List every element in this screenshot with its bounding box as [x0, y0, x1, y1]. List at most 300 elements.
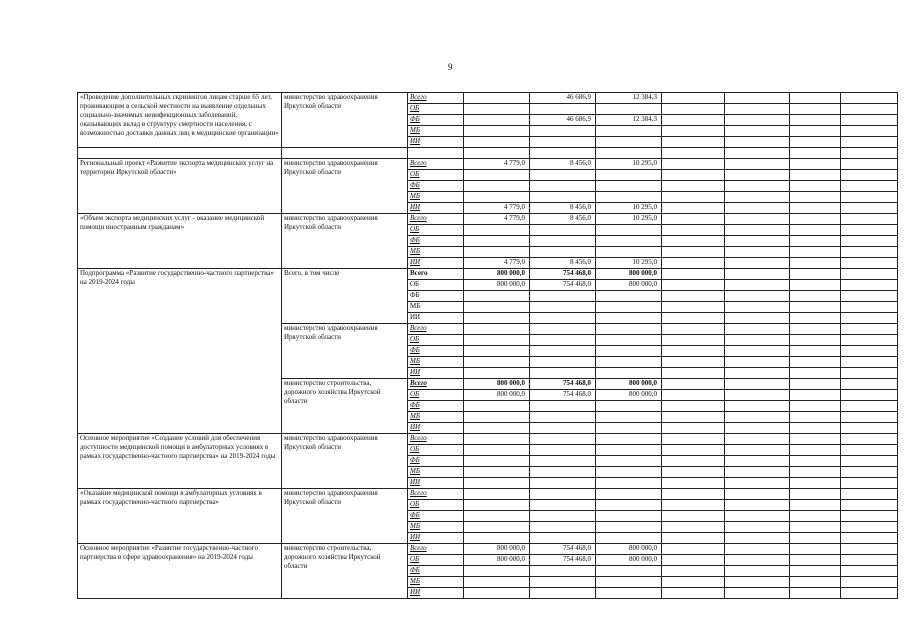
- amount-cell: 800 000,0: [596, 269, 662, 280]
- amount-cell: [596, 335, 662, 346]
- empty-cell: [841, 126, 898, 137]
- empty-cell: [725, 93, 790, 104]
- executor-cell: министерство здравоохранения Иркутской области: [282, 489, 408, 544]
- amount-cell: [596, 434, 662, 445]
- amount-cell: [530, 401, 596, 412]
- amount-cell: 10 295,0: [596, 258, 662, 269]
- empty-cell: [725, 533, 790, 544]
- executor-cell: министерство строительства, дорожного хозяйства Иркутской области: [282, 544, 408, 599]
- empty-cell: [790, 302, 841, 313]
- budget-table: [77, 92, 898, 599]
- empty-cell: [662, 456, 725, 467]
- empty-cell: [464, 148, 530, 159]
- empty-cell: [841, 137, 898, 148]
- funding-source-cell: ОБ: [408, 390, 464, 401]
- empty-cell: [841, 269, 898, 280]
- amount-cell: [530, 368, 596, 379]
- funding-source-cell: ФБ: [408, 236, 464, 247]
- empty-cell: [841, 401, 898, 412]
- amount-cell: [530, 181, 596, 192]
- amount-cell: [596, 368, 662, 379]
- empty-cell: [790, 313, 841, 324]
- activity-name-cell: «Проведение дополнительных скринингов лицам старше 65 лет, проживающим в сельской местности на выявление отдельных социально-значимых неинфекционных заболеваний, оказывающих вклад в структуру смертности населения, с возможностью доставки данных лиц в медицинские организации»: [78, 93, 282, 148]
- funding-source-cell: МБ: [408, 126, 464, 137]
- funding-source-cell: ФБ: [408, 115, 464, 126]
- empty-cell: [662, 126, 725, 137]
- empty-cell: [841, 357, 898, 368]
- activity-name-cell: «Объем экспорта медицинских услуг - оказание медицинской помощи иностранным гражданам»: [78, 214, 282, 269]
- empty-cell: [841, 555, 898, 566]
- empty-cell: [662, 203, 725, 214]
- amount-cell: 46 686,9: [530, 115, 596, 126]
- amount-cell: [596, 456, 662, 467]
- empty-cell: [790, 192, 841, 203]
- empty-cell: [662, 445, 725, 456]
- empty-cell: [662, 500, 725, 511]
- amount-cell: [464, 478, 530, 489]
- empty-cell: [841, 192, 898, 203]
- amount-cell: 800 000,0: [596, 544, 662, 555]
- spacer-row: [78, 148, 898, 159]
- funding-source-cell: Всего: [408, 544, 464, 555]
- amount-cell: 8 456,0: [530, 214, 596, 225]
- empty-cell: [662, 291, 725, 302]
- empty-cell: [725, 280, 790, 291]
- empty-cell: [662, 346, 725, 357]
- empty-cell: [790, 456, 841, 467]
- amount-cell: 754 468,0: [530, 379, 596, 390]
- funding-source-cell: МБ: [408, 467, 464, 478]
- amount-cell: [596, 181, 662, 192]
- amount-cell: 46 686,9: [530, 93, 596, 104]
- empty-cell: [662, 258, 725, 269]
- funding-source-cell: ОБ: [408, 225, 464, 236]
- empty-cell: [790, 258, 841, 269]
- empty-cell: [662, 214, 725, 225]
- amount-cell: [596, 324, 662, 335]
- empty-cell: [725, 544, 790, 555]
- amount-cell: [464, 93, 530, 104]
- funding-source-cell: МБ: [408, 522, 464, 533]
- funding-source-cell: МБ: [408, 357, 464, 368]
- table-row: [78, 214, 898, 225]
- empty-cell: [725, 126, 790, 137]
- executor-cell: министерство здравоохранения Иркутской области: [282, 324, 408, 379]
- funding-source-cell: МБ: [408, 577, 464, 588]
- amount-cell: 800 000,0: [464, 555, 530, 566]
- amount-cell: 800 000,0: [464, 390, 530, 401]
- empty-cell: [790, 566, 841, 577]
- executor-cell: министерство здравоохранения Иркутской области: [282, 434, 408, 489]
- amount-cell: [464, 434, 530, 445]
- empty-cell: [662, 379, 725, 390]
- amount-cell: 800 000,0: [464, 379, 530, 390]
- empty-cell: [725, 423, 790, 434]
- empty-cell: [662, 434, 725, 445]
- amount-cell: [464, 566, 530, 577]
- amount-cell: [596, 577, 662, 588]
- empty-cell: [841, 225, 898, 236]
- amount-cell: [530, 533, 596, 544]
- empty-cell: [790, 423, 841, 434]
- empty-cell: [662, 313, 725, 324]
- empty-cell: [841, 445, 898, 456]
- funding-source-cell: Всего: [408, 379, 464, 390]
- amount-cell: [530, 434, 596, 445]
- amount-cell: 754 468,0: [530, 555, 596, 566]
- empty-cell: [725, 181, 790, 192]
- amount-cell: [530, 500, 596, 511]
- empty-cell: [841, 588, 898, 599]
- empty-cell: [725, 357, 790, 368]
- amount-cell: [464, 412, 530, 423]
- empty-cell: [790, 291, 841, 302]
- funding-source-cell: ИИ: [408, 423, 464, 434]
- empty-cell: [790, 269, 841, 280]
- empty-cell: [790, 203, 841, 214]
- empty-cell: [78, 148, 282, 159]
- amount-cell: [596, 401, 662, 412]
- amount-cell: [596, 478, 662, 489]
- empty-cell: [662, 577, 725, 588]
- empty-cell: [790, 247, 841, 258]
- empty-cell: [841, 522, 898, 533]
- funding-source-cell: ФБ: [408, 346, 464, 357]
- amount-cell: [530, 104, 596, 115]
- empty-cell: [790, 555, 841, 566]
- empty-cell: [662, 357, 725, 368]
- amount-cell: [464, 368, 530, 379]
- funding-source-cell: Всего: [408, 489, 464, 500]
- empty-cell: [662, 467, 725, 478]
- empty-cell: [790, 280, 841, 291]
- funding-source-cell: ИИ: [408, 313, 464, 324]
- amount-cell: [464, 313, 530, 324]
- empty-cell: [725, 434, 790, 445]
- funding-source-cell: ФБ: [408, 181, 464, 192]
- amount-cell: [596, 489, 662, 500]
- empty-cell: [790, 544, 841, 555]
- amount-cell: [596, 170, 662, 181]
- executor-cell: министерство здравоохранения Иркутской области: [282, 159, 408, 214]
- amount-cell: [530, 247, 596, 258]
- amount-cell: 10 295,0: [596, 203, 662, 214]
- amount-cell: [530, 357, 596, 368]
- page-number: 9: [448, 62, 453, 72]
- empty-cell: [841, 159, 898, 170]
- empty-cell: [725, 236, 790, 247]
- funding-source-cell: ФБ: [408, 401, 464, 412]
- empty-cell: [662, 159, 725, 170]
- empty-cell: [841, 423, 898, 434]
- empty-cell: [662, 104, 725, 115]
- empty-cell: [841, 335, 898, 346]
- empty-cell: [282, 148, 408, 159]
- empty-cell: [841, 511, 898, 522]
- empty-cell: [841, 500, 898, 511]
- amount-cell: 12 384,3: [596, 115, 662, 126]
- amount-cell: [530, 456, 596, 467]
- empty-cell: [841, 236, 898, 247]
- amount-cell: [464, 357, 530, 368]
- amount-cell: [464, 137, 530, 148]
- amount-cell: [530, 313, 596, 324]
- empty-cell: [790, 390, 841, 401]
- empty-cell: [790, 368, 841, 379]
- funding-source-cell: ФБ: [408, 456, 464, 467]
- amount-cell: 800 000,0: [596, 280, 662, 291]
- amount-cell: [464, 533, 530, 544]
- empty-cell: [725, 555, 790, 566]
- funding-source-cell: МБ: [408, 192, 464, 203]
- amount-cell: [464, 489, 530, 500]
- empty-cell: [790, 115, 841, 126]
- amount-cell: [530, 478, 596, 489]
- amount-cell: 754 468,0: [530, 280, 596, 291]
- empty-cell: [662, 181, 725, 192]
- amount-cell: [464, 423, 530, 434]
- amount-cell: [530, 489, 596, 500]
- empty-cell: [725, 489, 790, 500]
- empty-cell: [725, 302, 790, 313]
- empty-cell: [841, 467, 898, 478]
- amount-cell: 754 468,0: [530, 390, 596, 401]
- funding-source-cell: ОБ: [408, 104, 464, 115]
- amount-cell: [530, 291, 596, 302]
- empty-cell: [841, 412, 898, 423]
- empty-cell: [841, 324, 898, 335]
- empty-cell: [662, 225, 725, 236]
- amount-cell: 754 468,0: [530, 544, 596, 555]
- empty-cell: [790, 467, 841, 478]
- empty-cell: [790, 181, 841, 192]
- empty-cell: [725, 115, 790, 126]
- amount-cell: [596, 346, 662, 357]
- amount-cell: 4 779,0: [464, 258, 530, 269]
- amount-cell: [464, 247, 530, 258]
- amount-cell: [530, 412, 596, 423]
- empty-cell: [790, 500, 841, 511]
- amount-cell: [530, 137, 596, 148]
- empty-cell: [841, 115, 898, 126]
- empty-cell: [790, 445, 841, 456]
- amount-cell: [596, 511, 662, 522]
- empty-cell: [725, 324, 790, 335]
- empty-cell: [790, 478, 841, 489]
- empty-cell: [841, 291, 898, 302]
- empty-cell: [790, 126, 841, 137]
- amount-cell: [530, 423, 596, 434]
- funding-source-cell: ФБ: [408, 566, 464, 577]
- empty-cell: [790, 335, 841, 346]
- amount-cell: [530, 566, 596, 577]
- activity-name-cell: «Оказание медицинской помощи в амбулаторных условиях в рамках государственно-частного партнерства»: [78, 489, 282, 544]
- empty-cell: [408, 148, 464, 159]
- empty-cell: [725, 379, 790, 390]
- amount-cell: [596, 357, 662, 368]
- empty-cell: [662, 269, 725, 280]
- amount-cell: 8 456,0: [530, 203, 596, 214]
- empty-cell: [841, 313, 898, 324]
- amount-cell: [530, 236, 596, 247]
- amount-cell: 754 468,0: [530, 269, 596, 280]
- empty-cell: [662, 423, 725, 434]
- amount-cell: [530, 324, 596, 335]
- amount-cell: [530, 588, 596, 599]
- activity-name-cell: Основное мероприятие «Создание условий для обеспечения доступности медицинской помощи в амбулаторных условиях в рамках государственно-частного партнерства» на 2019-2024 годы: [78, 434, 282, 489]
- empty-cell: [841, 456, 898, 467]
- empty-cell: [725, 291, 790, 302]
- amount-cell: 12 384,3: [596, 93, 662, 104]
- empty-cell: [725, 478, 790, 489]
- table-row: [78, 544, 898, 555]
- empty-cell: [725, 170, 790, 181]
- amount-cell: 800 000,0: [596, 390, 662, 401]
- amount-cell: [530, 467, 596, 478]
- empty-cell: [662, 280, 725, 291]
- amount-cell: [596, 236, 662, 247]
- empty-cell: [790, 434, 841, 445]
- amount-cell: [530, 522, 596, 533]
- empty-cell: [725, 456, 790, 467]
- empty-cell: [841, 148, 898, 159]
- amount-cell: [596, 291, 662, 302]
- empty-cell: [790, 412, 841, 423]
- amount-cell: [464, 335, 530, 346]
- amount-cell: [530, 511, 596, 522]
- empty-cell: [725, 104, 790, 115]
- empty-cell: [841, 434, 898, 445]
- amount-cell: [464, 236, 530, 247]
- amount-cell: [464, 104, 530, 115]
- empty-cell: [841, 566, 898, 577]
- empty-cell: [841, 104, 898, 115]
- empty-cell: [725, 137, 790, 148]
- amount-cell: [464, 467, 530, 478]
- funding-source-cell: ИИ: [408, 368, 464, 379]
- amount-cell: [464, 225, 530, 236]
- empty-cell: [790, 357, 841, 368]
- funding-source-cell: ФБ: [408, 511, 464, 522]
- amount-cell: [530, 225, 596, 236]
- empty-cell: [725, 203, 790, 214]
- amount-cell: [464, 291, 530, 302]
- amount-cell: [464, 522, 530, 533]
- amount-cell: 800 000,0: [464, 269, 530, 280]
- funding-source-cell: ИИ: [408, 258, 464, 269]
- empty-cell: [790, 225, 841, 236]
- amount-cell: [596, 445, 662, 456]
- amount-cell: 800 000,0: [464, 544, 530, 555]
- amount-cell: [596, 467, 662, 478]
- empty-cell: [790, 159, 841, 170]
- amount-cell: [464, 170, 530, 181]
- empty-cell: [790, 489, 841, 500]
- empty-cell: [725, 445, 790, 456]
- empty-cell: [790, 170, 841, 181]
- empty-cell: [841, 368, 898, 379]
- empty-cell: [725, 335, 790, 346]
- amount-cell: 800 000,0: [464, 280, 530, 291]
- empty-cell: [841, 544, 898, 555]
- amount-cell: [464, 126, 530, 137]
- funding-source-cell: ИИ: [408, 533, 464, 544]
- empty-cell: [790, 236, 841, 247]
- amount-cell: [464, 401, 530, 412]
- amount-cell: [596, 522, 662, 533]
- amount-cell: [596, 533, 662, 544]
- empty-cell: [841, 93, 898, 104]
- empty-cell: [725, 401, 790, 412]
- empty-cell: [790, 214, 841, 225]
- amount-cell: [530, 346, 596, 357]
- amount-cell: 800 000,0: [596, 555, 662, 566]
- amount-cell: [464, 181, 530, 192]
- funding-source-cell: Всего: [408, 93, 464, 104]
- empty-cell: [790, 533, 841, 544]
- funding-source-cell: Всего: [408, 214, 464, 225]
- empty-cell: [790, 93, 841, 104]
- empty-cell: [790, 511, 841, 522]
- funding-source-cell: Всего: [408, 269, 464, 280]
- funding-source-cell: Всего: [408, 324, 464, 335]
- empty-cell: [662, 324, 725, 335]
- empty-cell: [725, 313, 790, 324]
- amount-cell: [530, 170, 596, 181]
- executor-cell: министерство здравоохранения Иркутской области: [282, 214, 408, 269]
- empty-cell: [841, 390, 898, 401]
- empty-cell: [725, 511, 790, 522]
- funding-source-cell: ОБ: [408, 335, 464, 346]
- empty-cell: [725, 522, 790, 533]
- amount-cell: 800 000,0: [596, 379, 662, 390]
- empty-cell: [662, 544, 725, 555]
- executor-cell: министерство здравоохранения Иркутской области: [282, 93, 408, 148]
- amount-cell: [596, 126, 662, 137]
- funding-source-cell: ФБ: [408, 291, 464, 302]
- table-row: [78, 93, 898, 104]
- funding-source-cell: ИИ: [408, 203, 464, 214]
- executor-cell: министерство строительства, дорожного хозяйства Иркутской области: [282, 379, 408, 434]
- empty-cell: [790, 324, 841, 335]
- empty-cell: [841, 577, 898, 588]
- empty-cell: [725, 225, 790, 236]
- table-row: [78, 489, 898, 500]
- empty-cell: [841, 181, 898, 192]
- amount-cell: [530, 335, 596, 346]
- amount-cell: [596, 566, 662, 577]
- empty-cell: [790, 148, 841, 159]
- empty-cell: [662, 115, 725, 126]
- funding-source-cell: ОБ: [408, 445, 464, 456]
- amount-cell: [464, 445, 530, 456]
- activity-name-cell: Региональный проект «Развитие экспорта медицинских услуг на территории Иркутской области»: [78, 159, 282, 214]
- amount-cell: [464, 192, 530, 203]
- empty-cell: [662, 478, 725, 489]
- empty-cell: [662, 137, 725, 148]
- empty-cell: [725, 159, 790, 170]
- funding-source-cell: ОБ: [408, 280, 464, 291]
- empty-cell: [725, 247, 790, 258]
- empty-cell: [662, 302, 725, 313]
- empty-cell: [725, 214, 790, 225]
- empty-cell: [841, 346, 898, 357]
- empty-cell: [790, 137, 841, 148]
- empty-cell: [725, 588, 790, 599]
- empty-cell: [725, 566, 790, 577]
- funding-source-cell: МБ: [408, 247, 464, 258]
- amount-cell: [596, 137, 662, 148]
